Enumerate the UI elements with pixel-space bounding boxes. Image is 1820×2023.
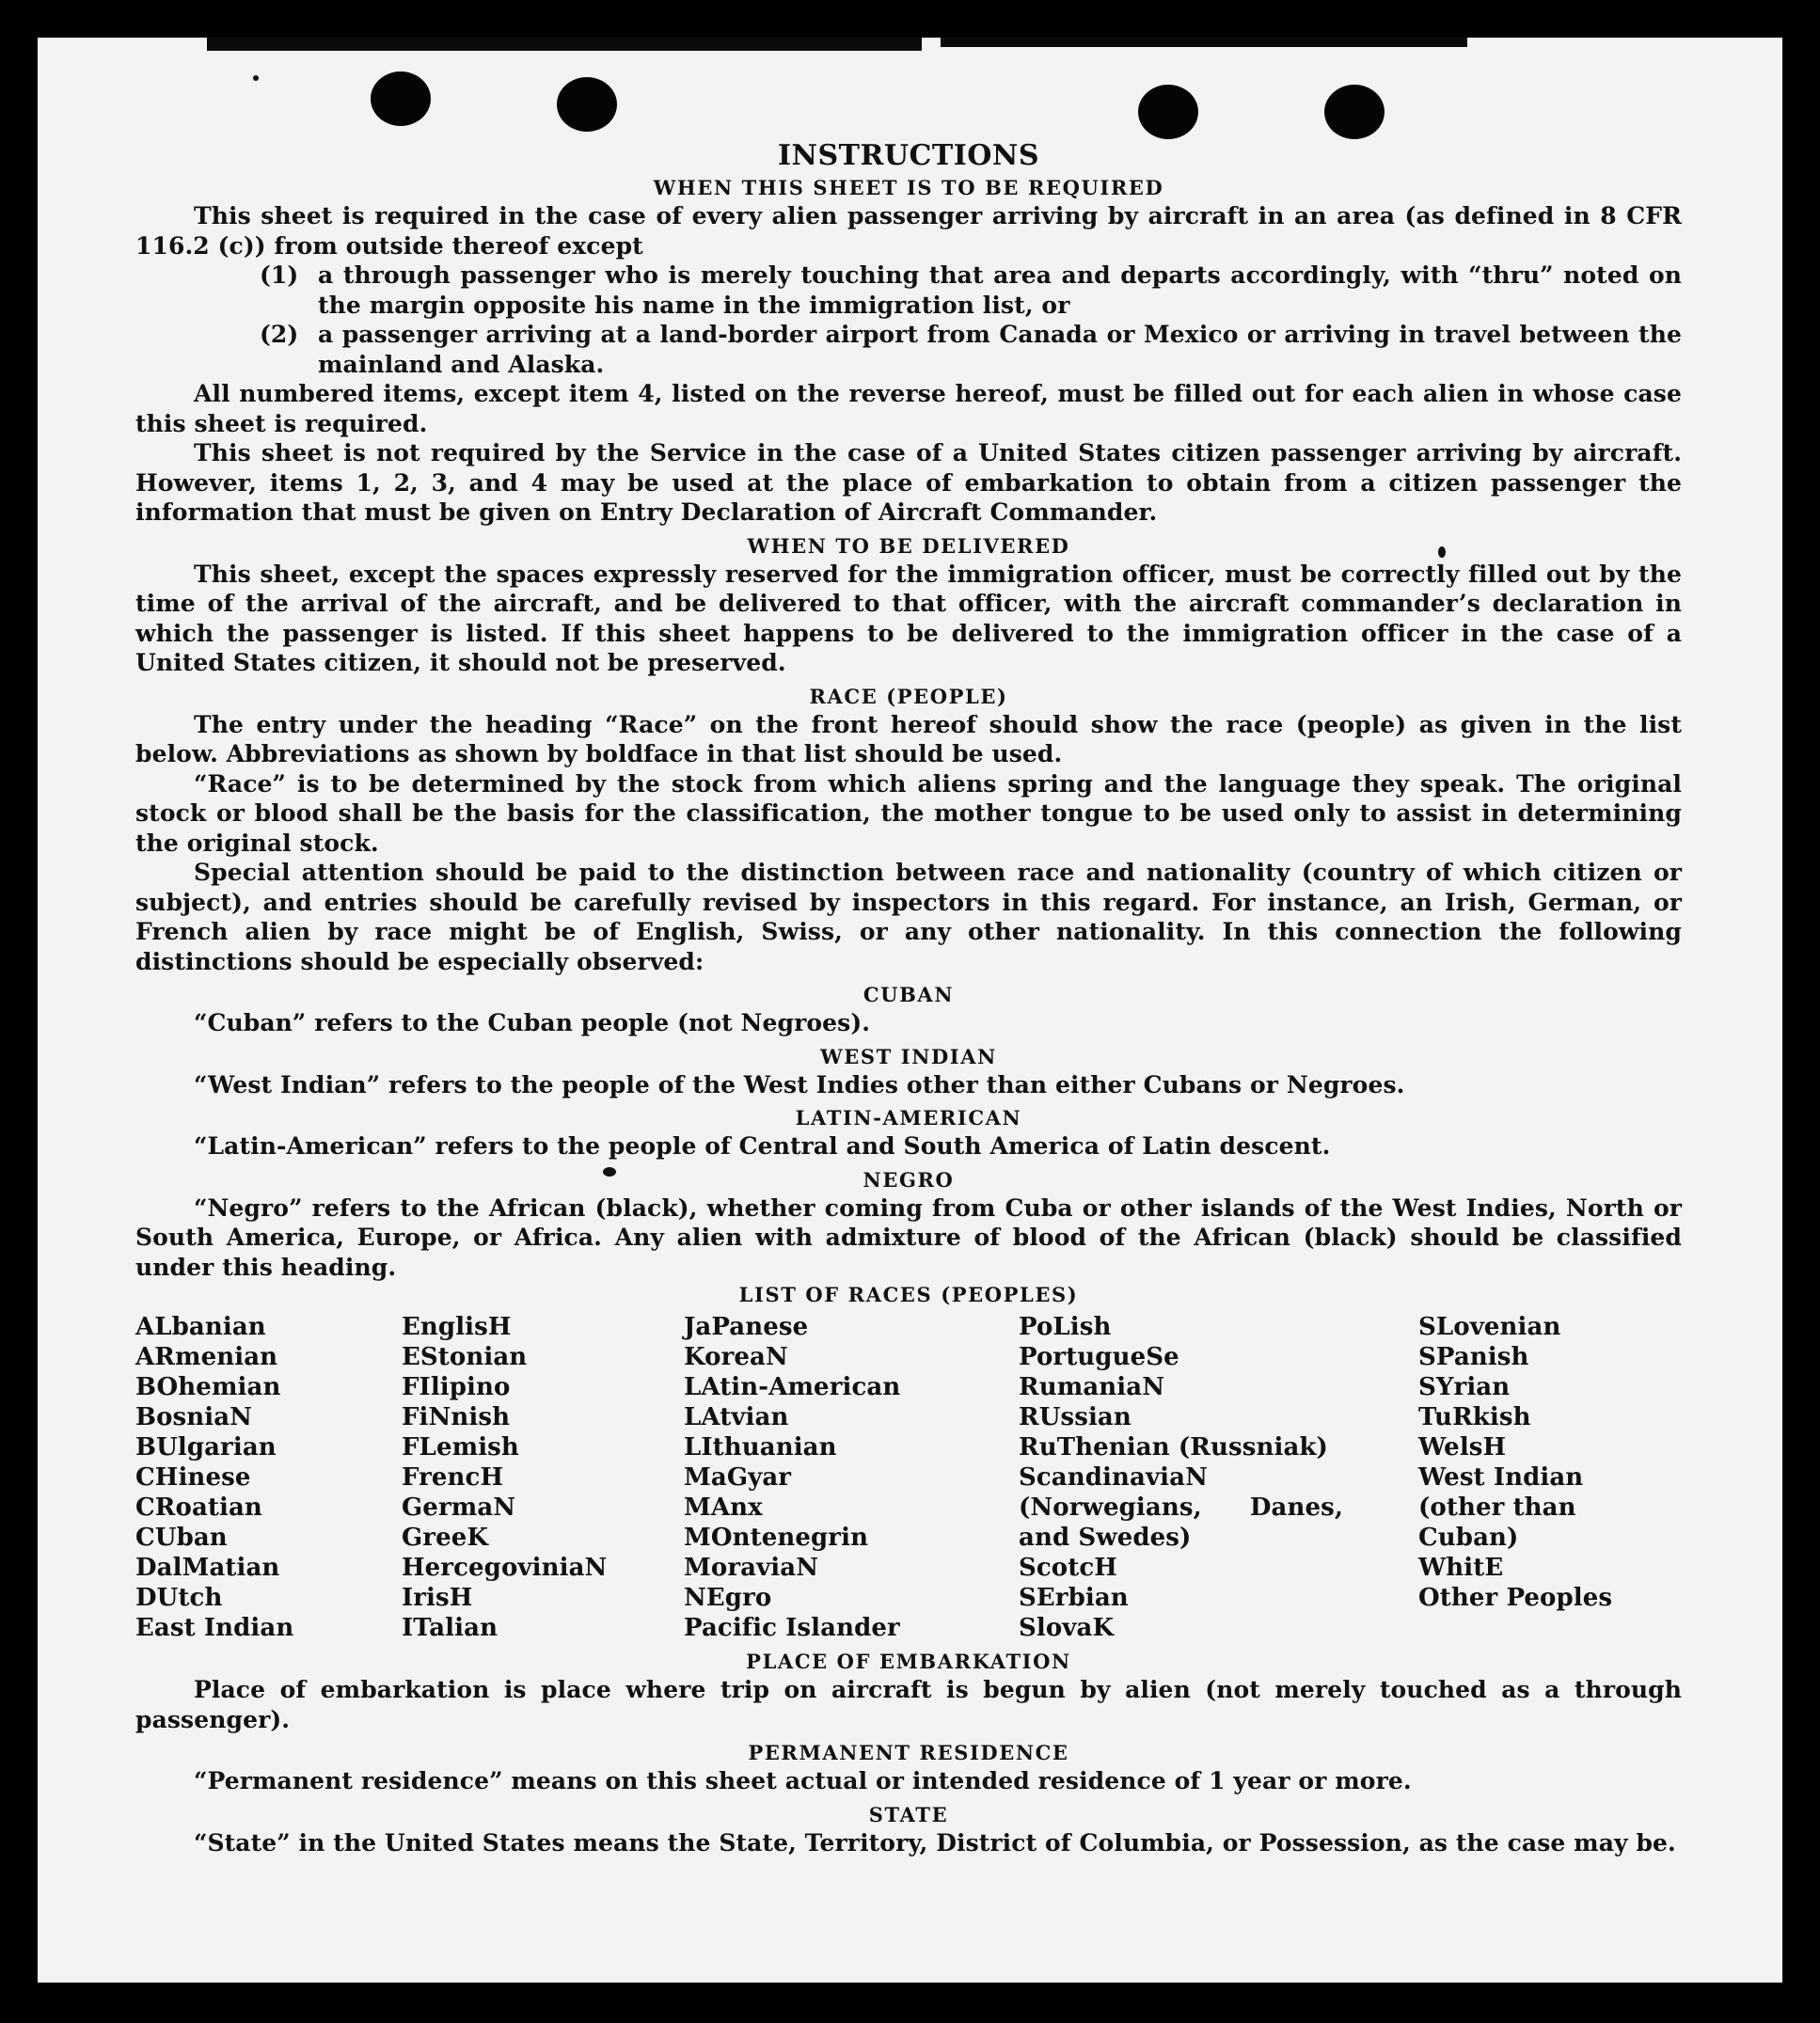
race-entry: RuThenian (Russniak) [1019,1433,1328,1462]
race-entry: BosniaN [135,1403,253,1431]
definition: “Latin-American” refers to the people of Central and South America of Latin descent. [194,1132,1331,1160]
race-entry: ITalian [402,1614,499,1642]
race-entry: GreeK [402,1524,489,1552]
heading-list-of-races: LIST OF RACES (PEOPLES) [738,1283,1079,1306]
race-entry: DalMatian [135,1554,280,1582]
item-text: a passenger arriving at a land-border airport from Canada or Mexico or arriving in travel between the mainland and Alaska. [318,321,1682,378]
paragraph: This sheet is required in the case of every alien passenger arriving by aircraft in an area (as defined in 8 CFR 116.2 (c)) from outside thereof except [135,202,1682,260]
race-entry: MAnx [684,1494,763,1522]
paragraph: Special attention should be paid to the distinction between race and nationality (country of which citizen or subject), and entries should be carefully revised by inspectors in this regard. For instance, an Irish, German, or French alien by race might be of English, Swiss, or any other nationality. In this connection the following distinctions should be especially observed: [135,859,1682,975]
heading-west-indian: WEST INDIAN [820,1044,997,1068]
race-entry: SlovaK [1019,1614,1115,1642]
torn-edge [207,38,922,51]
race-entry: SErbian [1019,1584,1129,1612]
heading-when-delivered: WHEN TO BE DELIVERED [747,533,1070,558]
race-entry: East Indian [135,1614,294,1642]
speck [253,75,259,81]
race-entry: CRoatian [135,1494,262,1522]
list-item [260,261,1682,320]
race-entry: GermaN [402,1494,516,1522]
paragraph: Place of embarkation is place where trip on aircraft is begun by alien (not merely touched as a through passenger). [135,1676,1682,1733]
race-entry: MaGyar [684,1463,792,1492]
definition: “Cuban” refers to the Cuban people (not Negroes). [194,1009,871,1036]
race-entry: Other Peoples [1418,1584,1613,1612]
heading-race: RACE (PEOPLE) [809,684,1008,708]
races-list [135,1312,1682,1643]
torn-edge [941,38,1467,47]
race-entry: IrisH [402,1584,473,1612]
paragraph: The entry under the heading “Race” on the front hereof should show the race (people) as given in the list below. Abbreviations as shown by boldface in that list should be used. [135,710,1682,767]
race-entry: SYrian [1418,1373,1511,1401]
races-column [1019,1312,1418,1643]
paragraph: “State” in the United States means the State, Territory, District of Columbia, or Possession, as the case may be. [194,1828,1676,1857]
page-title: INSTRUCTIONS [778,139,1039,172]
heading-permanent-residence: PERMANENT RESIDENCE [748,1741,1069,1764]
race-entry: ScotcH [1019,1554,1117,1582]
race-entry: MOntenegrin [684,1524,869,1552]
race-entry: FIlipino [402,1373,511,1401]
race-entry: CHinese [135,1463,251,1492]
paragraph: “Race” is to be determined by the stock from which aliens spring and the language they speak. The original stock or blood shall be the basis for the classification, the mother tongue to be used only to assist in determining the original stock. [135,769,1682,857]
race-entry: West Indian (other than Cuban) [1418,1463,1584,1552]
race-entry: KoreaN [684,1343,788,1371]
race-entry: MoraviaN [684,1554,819,1582]
paragraph: “Negro” refers to the African (black), whether coming from Cuba or other islands of the West Indies, North or South America, Europe, or Africa. Any alien with admixture of blood of the African (black) should be classified under this heading. [135,1193,1682,1281]
race-entry: PoLish [1019,1313,1112,1341]
race-entry: PortugueSe [1019,1343,1179,1371]
item-text: a through passenger who is merely touching that area and departs accordingly, with “thru” noted on the margin opposite his name in the immigration list, or [318,261,1682,319]
race-entry: TuRkish [1418,1403,1531,1431]
heading-state: STATE [868,1802,949,1826]
races-column [402,1312,684,1643]
item-number: (2) [260,321,299,348]
race-entry: LIthuanian [684,1433,837,1462]
races-column [1418,1312,1682,1643]
document-sheet [38,38,1782,1983]
paragraph: All numbered items, except item 4, listed on the reverse hereof, must be filled out for each alien in whose case this sheet is required. [135,380,1682,437]
instructions-content [135,103,1682,1857]
race-entry: NEgro [684,1584,772,1612]
race-entry: LAtvian [684,1403,789,1431]
heading-embarkation: PLACE OF EMBARKATION [746,1650,1071,1673]
heading-negro: NEGRO [863,1167,955,1192]
list-item [260,320,1682,379]
race-entry: ScandinaviaN (Norwegians, Danes, and Swedes) [1019,1463,1343,1552]
race-entry: ALbanian [135,1313,266,1341]
race-entry: SPanish [1418,1343,1529,1371]
race-entry: FLemish [402,1433,519,1462]
race-entry: WhitE [1418,1554,1504,1582]
heading-when-required: WHEN THIS SHEET IS TO BE REQUIRED [653,176,1164,199]
race-entry: SLovenian [1418,1313,1561,1341]
races-column [684,1312,1019,1643]
definition: “Permanent residence” means on this sheet actual or intended residence of 1 year or more. [194,1767,1412,1794]
race-entry: Pacific Islander [684,1614,900,1642]
race-entry: WelsH [1418,1433,1507,1462]
race-entry: JaPanese [684,1313,809,1341]
heading-latin-american: LATIN-AMERICAN [795,1106,1022,1130]
heading-cuban: CUBAN [863,983,955,1006]
race-entry: BUlgarian [135,1433,277,1462]
race-entry: BOhemian [135,1373,281,1401]
race-entry: EnglisH [402,1313,512,1341]
race-entry: HercegoviniaN [402,1554,608,1582]
race-entry: FiNnish [402,1403,511,1431]
race-entry: DUtch [135,1584,223,1612]
race-entry: LAtin-American [684,1373,901,1401]
race-entry: EStonian [402,1343,528,1371]
race-entry: FrencH [402,1463,504,1492]
definition: “West Indian” refers to the people of the West Indies other than either Cubans or Negroes. [194,1070,1405,1098]
paragraph: This sheet is not required by the Service in the case of a United States citizen passenger arriving by aircraft. However, items 1, 2, 3, and 4 may be used at the place of embarkation to obtain from a citizen passenger the information that must be given on Entry Declaration of Aircraft Commander. [135,439,1682,526]
race-entry: CUban [135,1524,228,1552]
race-entry: ARmenian [135,1343,278,1371]
paragraph: This sheet, except the spaces expressly reserved for the immigration officer, must be correctly filled out by the time of the arrival of the aircraft, and be delivered to that officer, with the aircraft commander’s declaration in which the passenger is listed. If this sheet happens to be delivered to the immigration officer in the case of a United States citizen, it should not be preserved. [135,560,1682,676]
races-column [135,1312,402,1643]
item-number: (1) [260,261,299,289]
race-entry: RUssian [1019,1403,1132,1431]
race-entry: RumaniaN [1019,1373,1165,1401]
